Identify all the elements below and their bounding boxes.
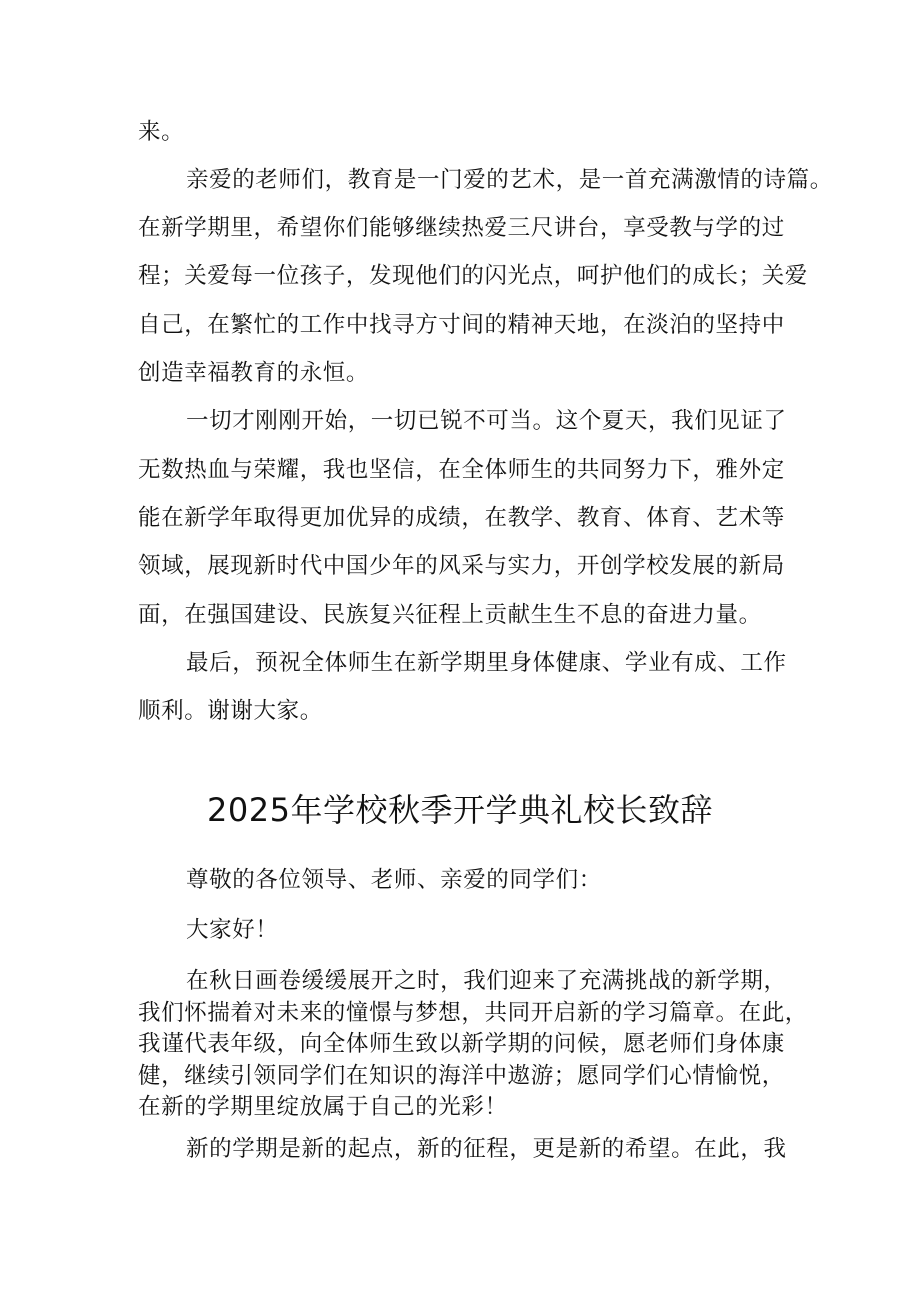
text-line: 能在新学年取得更加优异的成绩，在教学、教育、体育、艺术等 xyxy=(138,505,785,531)
text-line: 我谨代表年级，向全体师生致以新学期的问候，愿老师们身体康 xyxy=(138,1031,785,1057)
text-line: 新的学期是新的起点，新的征程，更是新的希望。在此，我 xyxy=(186,1136,787,1162)
text-line: 自己，在繁忙的工作中找寻方寸间的精神天地，在淡泊的坚持中 xyxy=(138,312,785,338)
text-line: 大家好！ xyxy=(186,917,279,943)
text-line: 无数热血与荣耀，我也坚信，在全体师生的共同努力下，雅外定 xyxy=(138,457,785,483)
text-line: 在新的学期里绽放属于自己的光彩！ xyxy=(138,1094,508,1120)
text-line: 最后，预祝全体师生在新学期里身体健康、学业有成、工作 xyxy=(186,650,787,676)
text-line: 亲爱的老师们，教育是一门爱的艺术，是一首充满激情的诗篇。 xyxy=(186,167,833,193)
text-line: 面，在强国建设、民族复兴征程上贡献生生不息的奋进力量。 xyxy=(138,602,762,628)
text-line: 领域，展现新时代中国少年的风采与实力，开创学校发展的新局 xyxy=(138,553,785,579)
text-line: 来。 xyxy=(138,119,185,145)
text-line: 在新学期里，希望你们能够继续热爱三尺讲台，享受教与学的过 xyxy=(138,215,785,241)
text-line: 尊敬的各位领导、老师、亲爱的同学们： xyxy=(186,867,602,893)
text-line: 创造幸福教育的永恒。 xyxy=(138,360,370,386)
text-line: 在秋日画卷缓缓展开之时，我们迎来了充满挑战的新学期， xyxy=(186,968,787,994)
text-line: 程；关爱每一位孩子，发现他们的闪光点，呵护他们的成长；关爱 xyxy=(138,263,808,289)
document-title: 2025年学校秋季开学典礼校长致辞 xyxy=(207,791,713,829)
text-line: 健，继续引领同学们在知识的海洋中遨游；愿同学们心情愉悦， xyxy=(138,1063,785,1089)
text-line: 顺利。谢谢大家。 xyxy=(138,698,323,724)
text-line: 我们怀揣着对未来的憧憬与梦想，共同开启新的学习篇章。在此， xyxy=(138,1000,808,1026)
text-line: 一切才刚刚开始，一切已锐不可当。这个夏天，我们见证了 xyxy=(186,408,787,434)
